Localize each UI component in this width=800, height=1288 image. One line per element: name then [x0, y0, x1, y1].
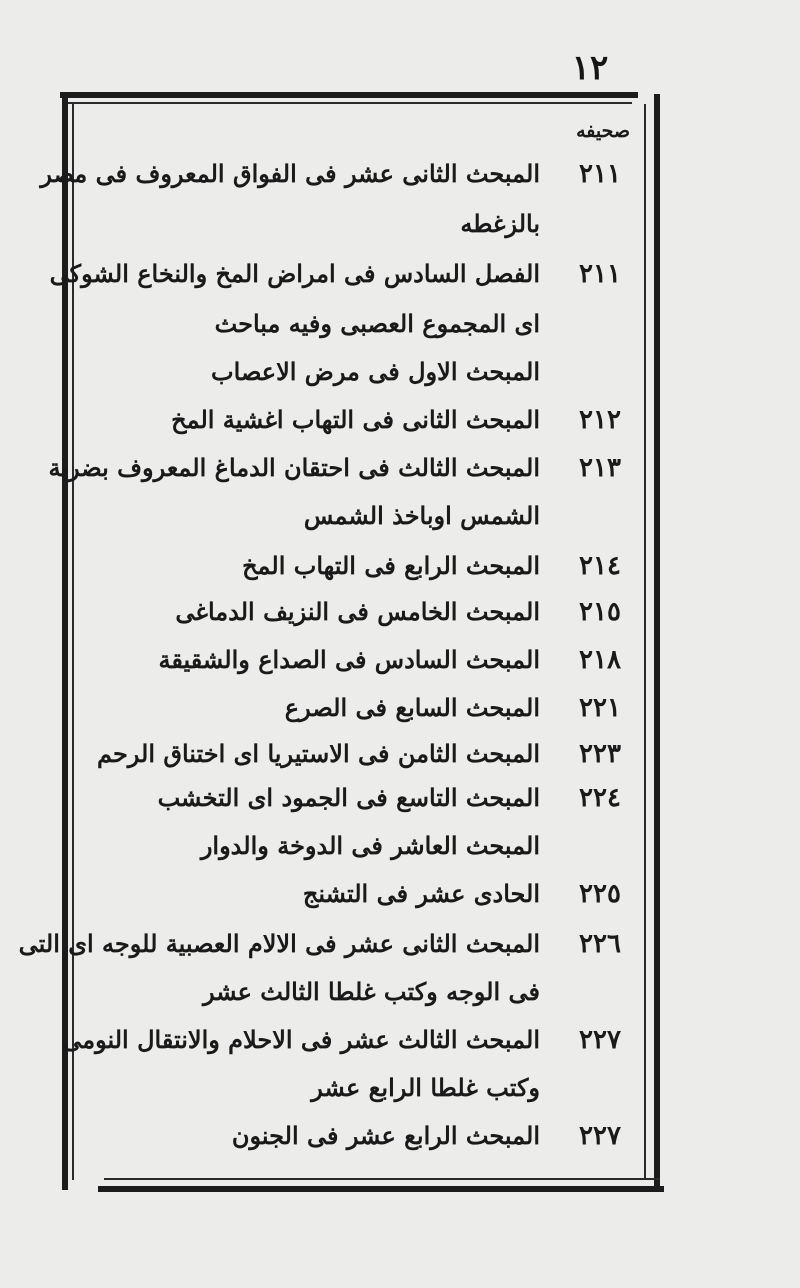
toc-entry	[80, 778, 640, 818]
toc-title: المبحث الثانى عشر فى الفواق المعروف فى مصر	[40, 159, 540, 188]
toc-entry	[80, 972, 640, 1012]
frame-bottom-inner-border	[104, 1178, 660, 1180]
toc-page-number: ٢١١	[579, 259, 621, 289]
toc-title: المبحث الثالث عشر فى الاحلام والانتقال النومى	[62, 1025, 540, 1054]
toc-title: فى الوجه وكتب غلطا الثالث عشر	[202, 977, 540, 1006]
toc-page-number: ٢٢٣	[579, 739, 621, 769]
toc-entry	[80, 592, 640, 632]
toc-page-number: ٢١١	[579, 159, 621, 189]
page-column-header: صحيفه	[576, 120, 630, 142]
toc-title: وكتب غلطا الرابع عشر	[311, 1073, 540, 1102]
toc-title: اى المجموع العصبى وفيه مباحث	[214, 309, 540, 338]
toc-entry	[80, 204, 640, 244]
frame-right-border	[654, 94, 660, 1190]
frame-top-border	[60, 92, 638, 98]
toc-title: المبحث الخامس فى النزيف الدماغى	[175, 597, 540, 626]
toc-entry	[40, 154, 640, 194]
toc-entry	[80, 546, 640, 586]
toc-entry	[62, 1020, 640, 1060]
toc-title: المبحث الرابع عشر فى الجنون	[231, 1121, 540, 1150]
toc-title: المبحث العاشر فى الدوخة والدوار	[200, 831, 540, 860]
toc-title: المبحث الثانى عشر فى الالام العصبية للوجه اى التى	[18, 929, 540, 958]
toc-title: المبحث التاسع فى الجمود اى التخشب	[157, 783, 540, 812]
toc-entry	[80, 1116, 640, 1156]
toc-entry	[49, 254, 640, 294]
toc-title: بالزغطه	[460, 209, 540, 238]
toc-entry	[18, 924, 640, 964]
frame-top-inner-border	[66, 102, 632, 104]
frame-right-inner-border	[644, 104, 646, 1180]
toc-page-number: ٢١٥	[579, 597, 621, 627]
toc-entry	[80, 304, 640, 344]
toc-entry	[80, 496, 640, 536]
toc-entry	[80, 688, 640, 728]
toc-title: المبحث السابع فى الصرع	[284, 693, 540, 722]
table-of-contents	[18, 154, 640, 1164]
frame-bottom-border	[98, 1186, 664, 1192]
toc-title: المبحث الثالث فى احتقان الدماغ المعروف بضربة	[48, 453, 540, 482]
toc-page-number: ٢١٤	[579, 551, 621, 581]
page-number: ١٢	[571, 48, 609, 88]
toc-entry	[80, 734, 640, 774]
toc-title: المبحث الثانى فى التهاب اغشية المخ	[171, 405, 540, 434]
toc-title: الفصل السادس فى امراض المخ والنخاع الشوكى	[49, 259, 540, 288]
toc-entry	[80, 874, 640, 914]
toc-page-number: ٢١٢	[579, 405, 621, 435]
toc-entry	[80, 400, 640, 440]
toc-page-number: ٢٢٧	[579, 1121, 621, 1151]
toc-page-number: ٢٢٤	[579, 783, 621, 813]
toc-page-number: ٢٢٥	[579, 879, 621, 909]
toc-page-number: ٢١٨	[579, 645, 621, 675]
toc-page-number: ٢٢١	[579, 693, 621, 723]
toc-page-number: ٢٢٧	[579, 1025, 621, 1055]
toc-entry	[48, 448, 640, 488]
toc-title: الشمس اوباخذ الشمس	[303, 501, 540, 530]
toc-entry	[80, 352, 640, 392]
toc-title: الحادى عشر فى التشنج	[302, 879, 540, 908]
toc-entry	[80, 1068, 640, 1108]
toc-page-number: ٢٢٦	[579, 929, 621, 959]
toc-title: المبحث الرابع فى التهاب المخ	[242, 551, 540, 580]
toc-entry	[80, 640, 640, 680]
toc-title: المبحث السادس فى الصداع والشقيقة	[158, 645, 540, 674]
toc-entry	[80, 826, 640, 866]
toc-title: المبحث الثامن فى الاستيريا اى اختناق الرحم	[96, 739, 540, 768]
toc-page-number: ٢١٣	[579, 453, 621, 483]
toc-title: المبحث الاول فى مرض الاعصاب	[211, 357, 540, 386]
